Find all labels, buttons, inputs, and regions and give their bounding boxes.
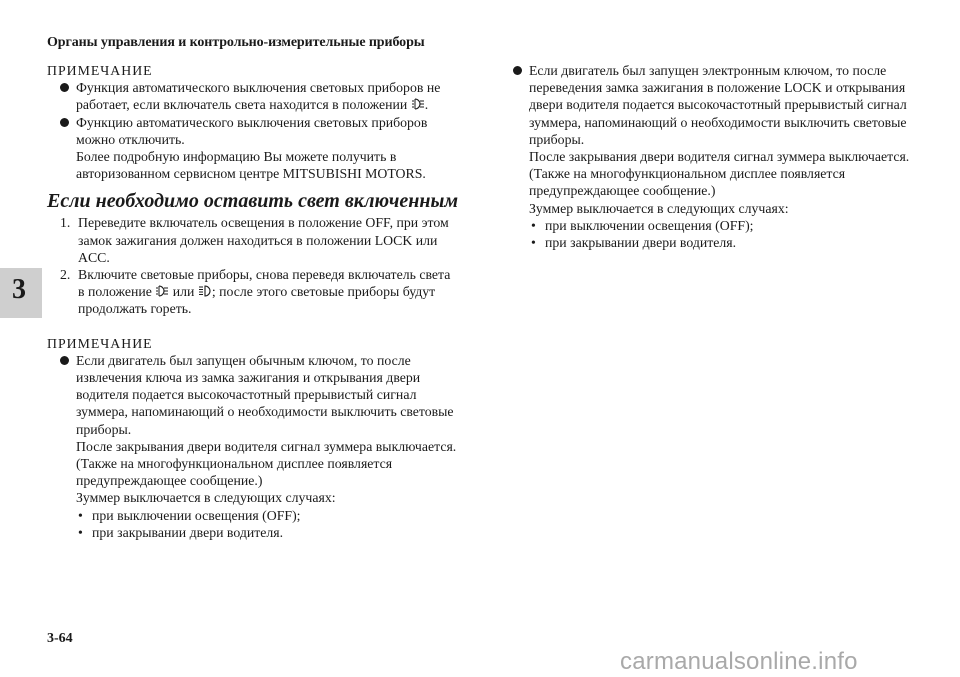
- right-column: [500, 62, 910, 251]
- text-line: водителя подается высокочастотный прерывистый сигнал: [76, 387, 417, 403]
- text-line: После закрывания двери водителя сигнал зуммера выключается.: [76, 438, 457, 454]
- text-line: авторизованном сервисном центре MITSUBISHI MOTORS.: [76, 166, 426, 182]
- text-line: продолжать гореть.: [78, 301, 192, 317]
- text-line: зуммера, напоминающий о необходимости выключить световые: [76, 404, 454, 420]
- note-heading: ПРИМЕЧАНИЕ: [47, 63, 153, 78]
- sub-bullet-dot: •: [531, 217, 536, 233]
- text-fragment: ; после этого световые приборы будут: [211, 284, 436, 300]
- text-line: при закрывании двери водителя.: [545, 235, 737, 251]
- bullet-dot: [60, 83, 69, 92]
- position-lamp-icon: [411, 98, 425, 110]
- text-line: [76, 96, 467, 113]
- text-line: зуммера, напоминающий о необходимости выключить световые: [529, 114, 907, 130]
- text-line: двери водителя подается высокочастотный прерывистый сигнал: [529, 97, 907, 113]
- text-line: предупреждающее сообщение.): [529, 183, 716, 199]
- step-number: 2.: [60, 267, 71, 283]
- sub-bullet-dot: •: [78, 507, 83, 523]
- text-line: Функцию автоматического выключения световых приборов: [76, 114, 428, 130]
- text-line: приборы.: [529, 131, 585, 147]
- text-line: После закрывания двери водителя сигнал зуммера выключается.: [529, 149, 910, 165]
- sub-bullet: [529, 234, 910, 251]
- bullet-dot: [60, 356, 69, 365]
- text-line: извлечения ключа из замка зажигания и открывания двери: [76, 370, 421, 386]
- note-bullet: [47, 79, 467, 113]
- text-line: можно отключить.: [76, 131, 185, 147]
- bullet-dot: [60, 118, 69, 127]
- position-lamp-icon: [155, 285, 169, 297]
- sub-bullet-dot: •: [531, 235, 536, 251]
- sub-bullet-dot: •: [78, 524, 83, 540]
- note-bullet: [47, 352, 467, 541]
- step-item: [47, 214, 467, 266]
- text-line: Включите световые приборы, снова переведя включатель света: [78, 267, 451, 283]
- chapter-number: 3: [12, 274, 26, 305]
- text-line: Переведите включатель освещения в положение OFF, при этом: [78, 215, 449, 231]
- text-line: (Также на многофункциональном дисплее появляется: [529, 166, 846, 182]
- sub-bullet: [76, 507, 467, 524]
- note-bullet: [47, 114, 467, 183]
- text-line: [78, 283, 467, 300]
- note-bullet: [500, 62, 910, 251]
- text-line: Если двигатель был запущен электронным ключом, то после: [529, 63, 887, 78]
- text-line: приборы.: [76, 421, 132, 437]
- text-line: при выключении освещения (OFF);: [545, 217, 754, 233]
- watermark: carmanualsonline.info: [620, 648, 858, 675]
- text-fragment: .: [424, 97, 429, 113]
- text-line: при закрывании двери водителя.: [92, 524, 284, 540]
- text-line: Зуммер выключается в следующих случаях:: [76, 490, 336, 506]
- text-line: предупреждающее сообщение.): [76, 473, 263, 489]
- left-column: [47, 62, 467, 541]
- page-header: Органы управления и контрольно-измерительные приборы: [47, 35, 425, 50]
- text-line: Функция автоматического выключения световых приборов не: [76, 80, 441, 96]
- text-line: замок зажигания должен находиться в положении LOCK или: [78, 232, 438, 248]
- text-line: ACC.: [78, 249, 110, 265]
- text-fragment: в положение: [78, 284, 152, 300]
- text-fragment: работает, если включатель света находится в положении: [76, 97, 408, 113]
- headlamp-icon: [198, 285, 212, 297]
- text-line: переведения замка зажигания в положение LOCK и открывания: [529, 80, 906, 96]
- bullet-dot: [513, 66, 522, 75]
- step-item: [47, 266, 467, 318]
- sub-bullet: [529, 217, 910, 234]
- text-line: при выключении освещения (OFF);: [92, 507, 301, 523]
- step-number: 1.: [60, 215, 71, 231]
- page-number: 3-64: [47, 631, 73, 646]
- section-title: Если необходимо оставить свет включенным: [47, 190, 459, 213]
- note-heading: ПРИМЕЧАНИЕ: [47, 335, 153, 351]
- text-line: Зуммер выключается в следующих случаях:: [529, 200, 789, 216]
- text-line: (Также на многофункциональном дисплее появляется: [76, 456, 393, 472]
- chapter-tab: [0, 268, 42, 318]
- text-line: Если двигатель был запущен обычным ключом, то после: [76, 352, 411, 368]
- text-fragment: или: [172, 284, 195, 300]
- sub-bullet: [76, 524, 467, 541]
- text-line: Более подробную информацию Вы можете получить в: [76, 149, 397, 165]
